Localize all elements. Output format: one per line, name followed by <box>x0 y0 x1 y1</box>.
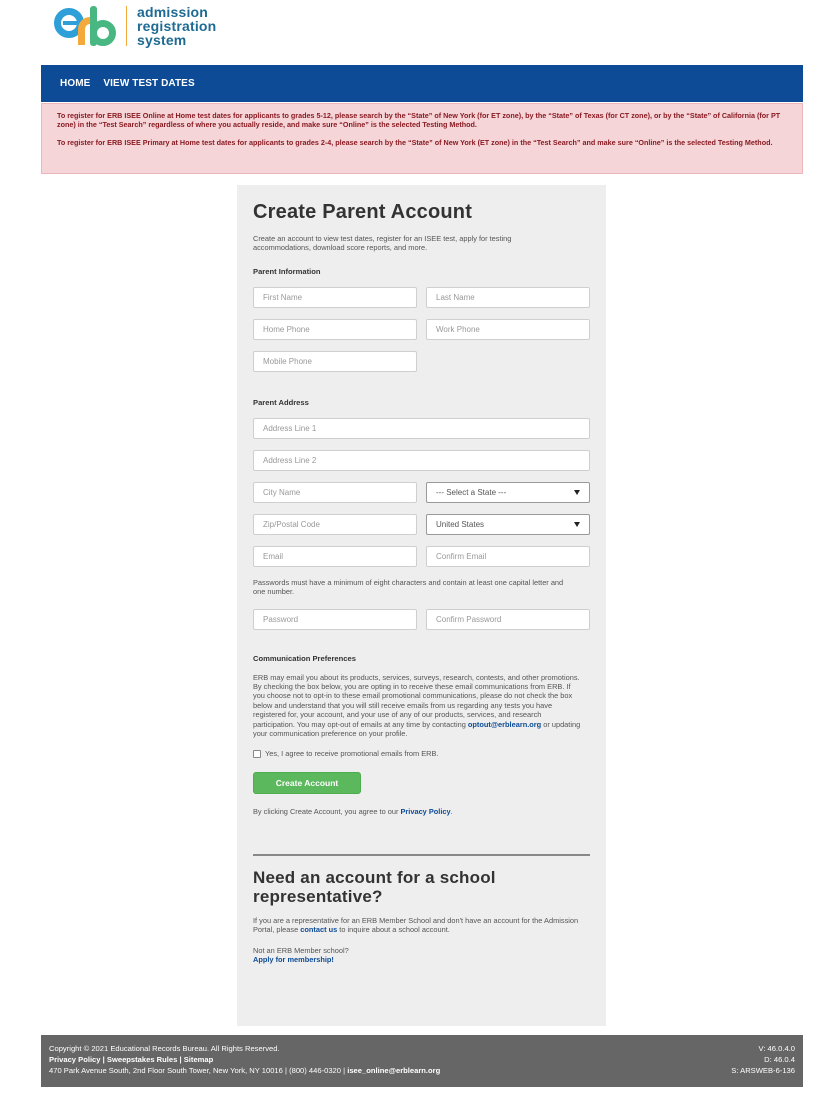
version-v: V: 46.0.4.0 <box>758 1044 795 1053</box>
chevron-down-icon <box>574 490 580 495</box>
site-header <box>54 2 216 50</box>
school-text-after: to inquire about a school account. <box>337 925 450 935</box>
logo-b-shape <box>90 6 116 46</box>
page-title: Create Parent Account <box>253 201 473 223</box>
alert-paragraph-online: To register for ERB ISEE Online at Home test dates for applicants to grades 5-12, please search by the “State” of New York (for ET zone), by the “State” of Texas (for CT zone), or by the “State” of California (for PT zone) in the “Test Search” regardless of where you actually reside, and make sure “Online” is the selected Testing Method. <box>57 111 781 130</box>
email-input[interactable] <box>253 546 417 567</box>
password-requirements-note: Passwords must have a minimum of eight characters and contain at least one capital letter and one number. <box>253 577 564 597</box>
first-name-input[interactable] <box>253 287 417 308</box>
agree-text: By clicking Create Account, you agree to our <box>253 807 401 817</box>
address-line-2-input[interactable] <box>253 450 590 471</box>
school-representative-heading: Need an account for a school representative? <box>253 867 496 906</box>
footer-sweepstakes-link[interactable]: Sweepstakes Rules <box>106 1055 178 1064</box>
communication-preferences-heading: Communication Preferences <box>253 653 356 663</box>
country-select-value: United States <box>436 519 485 529</box>
footer-email-link[interactable]: isee_online@erblearn.org <box>347 1066 441 1075</box>
nav-view-test-dates-link[interactable]: VIEW TEST DATES <box>103 78 195 89</box>
school-representative-text <box>253 916 583 935</box>
state-select-value: --- Select a State --- <box>436 487 507 497</box>
comm-text-after: or updating your communication preference on your profile. <box>253 719 581 739</box>
privacy-policy-link[interactable]: Privacy Policy <box>400 807 451 817</box>
version-d: D: 46.0.4 <box>764 1055 795 1064</box>
work-phone-input[interactable] <box>426 319 590 340</box>
optout-email-link[interactable]: optout@erblearn.org <box>467 719 542 729</box>
section-divider <box>253 854 590 856</box>
address-line-1-input[interactable] <box>253 418 590 439</box>
footer-privacy-policy-link[interactable]: Privacy Policy <box>49 1055 101 1064</box>
city-input[interactable] <box>253 482 417 503</box>
apply-membership-link[interactable]: Apply for membership! <box>253 955 334 965</box>
contact-us-link[interactable]: contact us <box>300 925 338 935</box>
site-footer <box>41 1035 803 1087</box>
footer-left <box>49 1043 440 1079</box>
parent-address-heading: Parent Address <box>253 397 309 407</box>
brand-line-3: system <box>137 32 187 48</box>
optin-label: Yes, I agree to receive promotional emails from ERB. <box>265 749 439 759</box>
password-input[interactable] <box>253 609 417 630</box>
footer-sitemap-link[interactable]: Sitemap <box>183 1055 214 1064</box>
footer-links <box>49 1054 440 1065</box>
state-select[interactable] <box>426 482 590 503</box>
optin-checkbox[interactable] <box>253 750 261 758</box>
comm-text-before: ERB may email you about its products, services, surveys, research, contests, and other promotions. By checking the box below, you are opting in to receive these email communications from ERB. If you choose not to opt-in to these email promotional communications, please do not check the box below and understand that you will still receive emails from us regarding any tests you have registered for, your account, and your use of any of our products, services, and research participation. You may opt-out of emails at any time by contacting <box>253 672 580 729</box>
logo-separator <box>126 6 127 46</box>
registration-alert <box>41 103 803 174</box>
footer-address-text: 470 Park Avenue South, 2nd Floor South Tower, New York, NY 10016 | (800) 446-0320 | <box>49 1066 348 1075</box>
privacy-agreement-text <box>253 807 583 816</box>
not-member-text: Not an ERB Member school? <box>253 945 349 955</box>
home-phone-input[interactable] <box>253 319 417 340</box>
brand-line-1: admission <box>137 4 209 20</box>
brand-name <box>137 5 216 47</box>
communication-disclaimer <box>253 673 583 739</box>
last-name-input[interactable] <box>426 287 590 308</box>
footer-versions <box>731 1043 795 1079</box>
footer-address <box>49 1065 440 1076</box>
school-text-before: If you are a representative for an ERB Member School and don't have an account for the Admission Portal, please <box>253 915 579 935</box>
agree-text-end: . <box>450 807 453 817</box>
zip-input[interactable] <box>253 514 417 535</box>
main-nav <box>41 65 803 102</box>
create-account-card <box>237 185 606 1026</box>
parent-information-heading: Parent Information <box>253 266 321 276</box>
intro-text: Create an account to view test dates, register for an ISEE test, apply for testing accommodations, download score reports, and more. <box>253 234 512 253</box>
confirm-password-input[interactable] <box>426 609 590 630</box>
nav-home-link[interactable]: HOME <box>60 78 91 89</box>
footer-copyright: Copyright © 2021 Educational Records Bureau. All Rights Reserved. <box>49 1044 280 1053</box>
alert-paragraph-primary: To register for ERB ISEE Primary at Home test dates for applicants to grades 2-4, please search by the “State” of New York (ET zone) in the “Test Search” and make sure “Online” is the selected Testing Method. <box>57 137 773 147</box>
footer-separator: | <box>100 1055 107 1064</box>
country-select[interactable] <box>426 514 590 535</box>
confirm-email-input[interactable] <box>426 546 590 567</box>
mobile-phone-input[interactable] <box>253 351 417 372</box>
create-account-button[interactable]: Create Account <box>253 772 361 794</box>
chevron-down-icon <box>574 522 580 527</box>
erb-logo[interactable] <box>54 4 116 48</box>
version-s: S: ARSWEB-6-136 <box>731 1066 795 1075</box>
brand-line-2: registration <box>137 18 217 34</box>
optin-row <box>253 749 590 758</box>
footer-separator: | <box>177 1055 184 1064</box>
